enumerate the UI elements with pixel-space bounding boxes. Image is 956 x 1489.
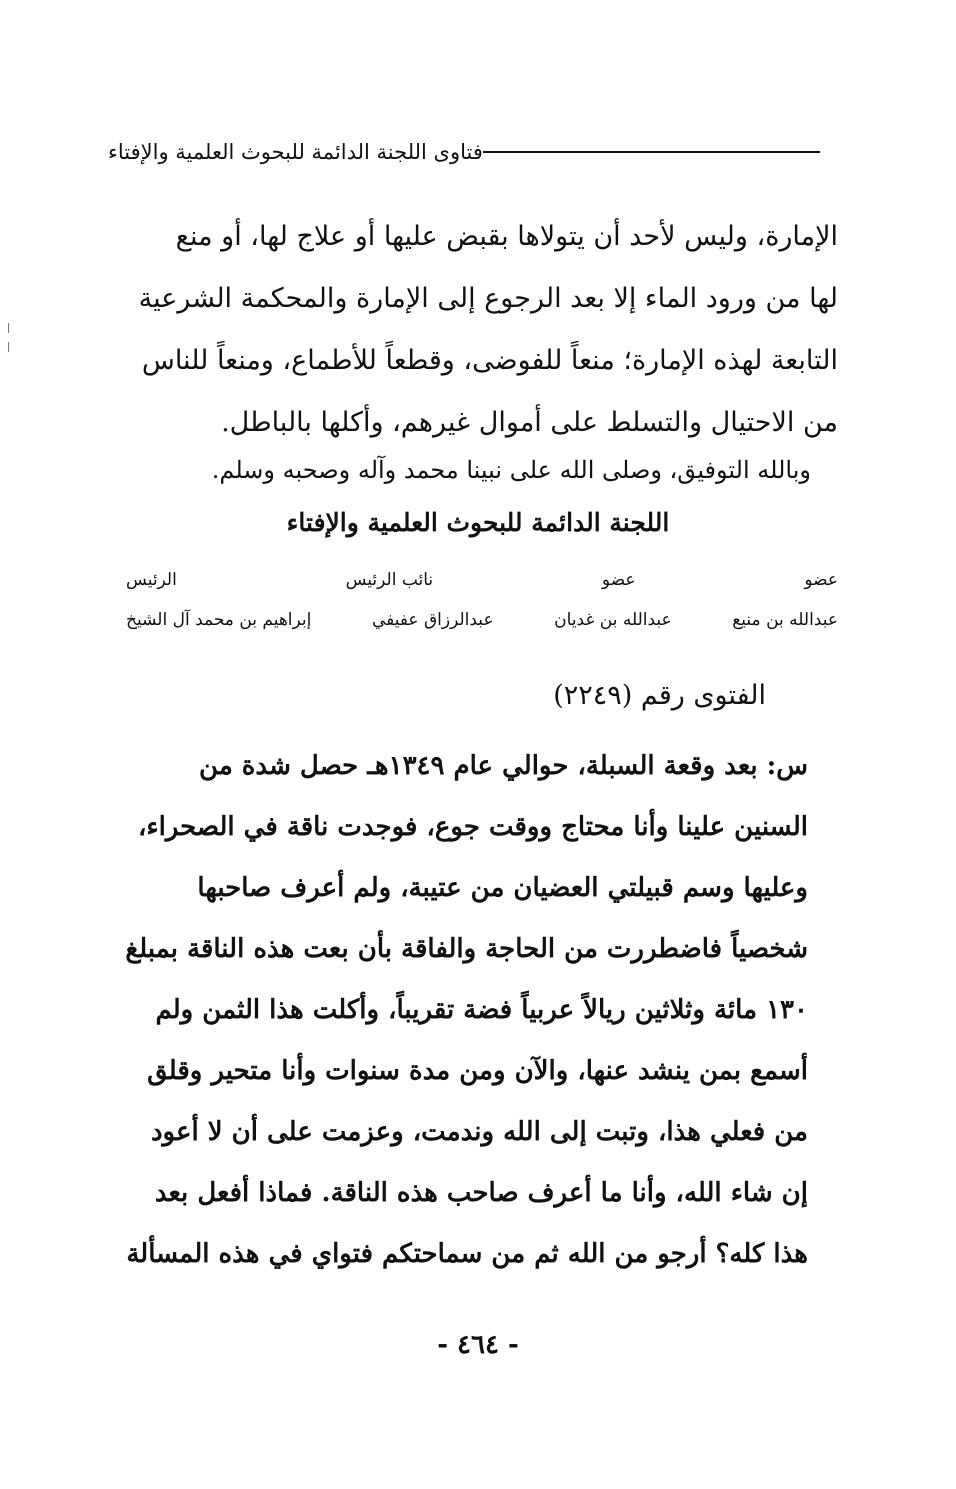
paragraph-line: هذا كله؟ أرجو من الله ثم من سماحتكم فتواي في هذه المسألة: [126, 1239, 808, 1269]
signatory-name: عبدالرزاق عفيفي: [371, 610, 494, 630]
paragraph-line: شخصياً فاضطررت من الحاجة والفاقة بأن بعت هذه الناقة بمبلغ: [125, 934, 808, 964]
paragraph-line: التابعة لهذه الإمارة؛ منعاً للفوضى، وقطعاً للأطماع، ومنعاً للناس: [141, 345, 838, 376]
closing-line: وبالله التوفيق، وصلى الله على نبينا محمد وآله وصحبه وسلم.: [211, 456, 811, 484]
paragraph-line: س: بعد وقعة السبلة، حوالي عام ١٣٤٩هـ حصل شدة من: [199, 751, 808, 781]
fatwa-answer-paragraph: [116, 212, 838, 460]
scan-margin-mark: [8, 323, 9, 333]
paragraph-line: الإمارة، وليس لأحد أن يتولاها بقبض عليها أو علاج لها، أو منع: [175, 221, 838, 252]
paragraph-line: ١٣٠ مائة وثلاثين ريالاً عربياً فضة تقريباً، وأكلت هذا الثمن ولم: [155, 995, 808, 1025]
paragraph-line: السنين علينا وأنا محتاج ووقت جوع، فوجدت ناقة في الصحراء،: [137, 812, 808, 842]
signatory-name: عبدالله بن غديان: [554, 610, 672, 630]
signatory-titles-row: [126, 570, 838, 604]
paragraph-line: من الاحتيال والتسلط على أموال غيرهم، وأكلها بالباطل.: [221, 407, 838, 438]
signatory-name: إبراهيم بن محمد آل الشيخ: [126, 610, 312, 630]
committee-heading: اللجنة الدائمة للبحوث العلمية والإفتاء: [286, 508, 670, 537]
paragraph-line: لها من ورود الماء إلا بعد الرجوع إلى الإمارة والمحكمة الشرعية: [138, 283, 838, 314]
header-rule: [483, 151, 820, 153]
question-paragraph: [124, 740, 808, 1289]
scan-margin-mark: [8, 342, 9, 352]
paragraph-line: من فعلي هذا، وتبت إلى الله وندمت، وعزمت على أن لا أعود: [150, 1117, 808, 1147]
signatories-table: [126, 570, 838, 644]
signatory-names-row: [126, 610, 838, 644]
paragraph-line: إن شاء الله، وأنا ما أعرف صاحب هذه الناقة. فماذا أفعل بعد: [154, 1178, 808, 1208]
signatory-title: نائب الرئيس: [345, 570, 434, 590]
fatwa-number-heading: الفتوى رقم (٢٢٤٩): [553, 680, 766, 711]
signatory-name: عبدالله بن منيع: [732, 610, 838, 630]
paragraph-line: وعليها وسم قبيلتي العضيان من عتيبة، ولم أعرف صاحبها: [197, 873, 808, 903]
page-number: - ٤٦٤ -: [437, 1330, 519, 1360]
paragraph-line: أسمع بمن ينشد عنها، والآن ومن مدة سنوات وأنا متحير وقلق: [147, 1056, 808, 1086]
running-header: [108, 132, 838, 172]
signatory-title: الرئيس: [126, 570, 177, 590]
signatory-title: عضو: [804, 570, 838, 590]
header-title: فتاوى اللجنة الدائمة للبحوث العلمية والإفتاء: [108, 140, 483, 164]
signatory-title: عضو: [601, 570, 636, 590]
